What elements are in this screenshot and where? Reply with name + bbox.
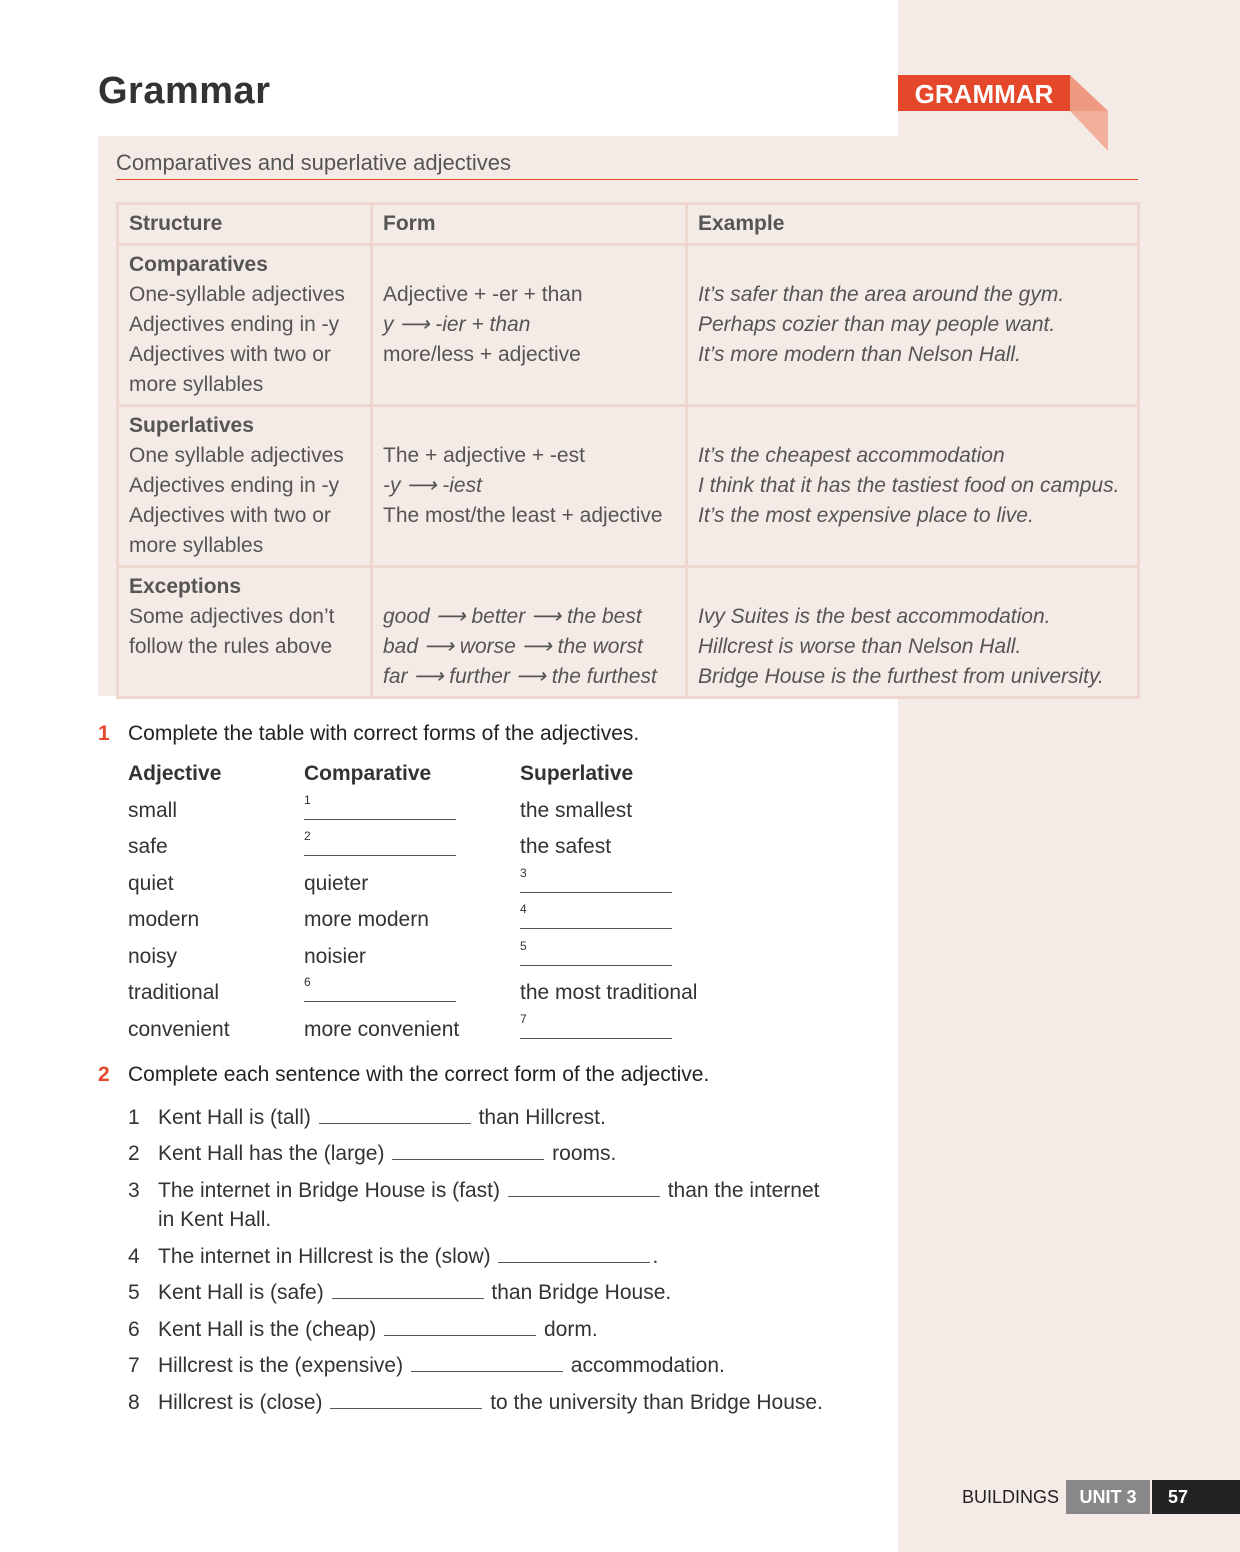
- blank-number: 2: [304, 829, 311, 843]
- sentence-end: to the university than Bridge House.: [490, 1391, 823, 1414]
- structure-cell: [118, 245, 372, 406]
- answer-blank[interactable]: [384, 1317, 536, 1336]
- example-line: I think that it has the tastiest food on campus.: [698, 474, 1120, 497]
- sentence-start: Hillcrest is the (expensive): [158, 1354, 404, 1377]
- blank-number: 6: [304, 975, 311, 989]
- item-number: 1: [128, 1106, 140, 1129]
- table-row: [128, 975, 698, 1011]
- table-row: [128, 1012, 527, 1048]
- list-item: [128, 1280, 671, 1305]
- row-group-label: Comparatives: [129, 253, 268, 276]
- page-footer: [898, 1480, 1240, 1514]
- adjective-cell: traditional: [128, 981, 220, 1004]
- list-item: [128, 1390, 823, 1415]
- sentence-end: accommodation.: [570, 1354, 725, 1377]
- table-row: [128, 939, 527, 975]
- example-cell: [687, 567, 1139, 698]
- sentence-start: The internet in Bridge House is (fast): [158, 1179, 500, 1202]
- answer-blank[interactable]: [520, 902, 672, 929]
- comparative-cell: more modern: [304, 908, 429, 931]
- sentence-end: than Hillcrest.: [478, 1106, 606, 1129]
- sentence-end: .: [652, 1245, 659, 1268]
- sentence-end: dorm.: [543, 1318, 598, 1341]
- row-group-label: Exceptions: [129, 575, 242, 598]
- page-title: Grammar: [98, 70, 271, 112]
- header-adjective: Adjective: [128, 762, 222, 785]
- example-line: Perhaps cozier than may people want.: [698, 313, 1056, 336]
- form-line: good ⟶ better ⟶ the best: [383, 605, 642, 628]
- example-line: It’s the most expensive place to live.: [698, 504, 1034, 527]
- adjective-cell: quiet: [128, 872, 174, 895]
- answer-blank[interactable]: [304, 975, 456, 1002]
- exercise-1-number: 1: [98, 722, 110, 745]
- grammar-table: [116, 202, 1140, 699]
- answer-blank[interactable]: [508, 1178, 660, 1197]
- blank-number: 3: [520, 866, 527, 880]
- answer-blank[interactable]: [411, 1353, 563, 1372]
- form-line: Adjective + -er + than: [383, 283, 583, 306]
- sentence-start: Hillcrest is (close): [158, 1391, 323, 1414]
- structure-line: Some adjectives don’t: [129, 605, 335, 628]
- row-group-label: Superlatives: [129, 414, 254, 437]
- grammar-tag: [898, 75, 1108, 111]
- form-cell: [372, 567, 687, 698]
- structure-cell: [118, 567, 372, 698]
- structure-line: more syllables: [129, 534, 264, 557]
- sentence-start: Kent Hall is (safe): [158, 1281, 324, 1304]
- structure-line: One-syllable adjectives: [129, 283, 345, 306]
- sentence-start: Kent Hall is (tall): [158, 1106, 311, 1129]
- structure-cell: [118, 406, 372, 567]
- answer-blank[interactable]: [498, 1244, 650, 1263]
- answer-blank[interactable]: [304, 793, 456, 820]
- sentence-end: than the internet: [667, 1179, 820, 1202]
- adjective-cell: safe: [128, 835, 168, 858]
- item-number: 2: [128, 1142, 140, 1165]
- structure-line: Adjectives ending in -y: [129, 313, 340, 336]
- table-row: [118, 245, 1139, 406]
- item-number: 4: [128, 1245, 140, 1268]
- exercise-2-number: 2: [98, 1063, 110, 1086]
- answer-blank[interactable]: [520, 1012, 672, 1039]
- example-line: Ivy Suites is the best accommodation.: [698, 605, 1051, 628]
- answer-blank[interactable]: [520, 866, 672, 893]
- structure-line: more syllables: [129, 373, 264, 396]
- comparative-cell: quieter: [304, 872, 369, 895]
- header-example: Example: [687, 204, 1139, 245]
- comparative-cell: noisier: [304, 945, 366, 968]
- heading-divider: [116, 179, 1138, 180]
- form-line: bad ⟶ worse ⟶ the worst: [383, 635, 643, 658]
- grammar-table-header: [118, 204, 1139, 245]
- superlative-cell: the most traditional: [520, 981, 698, 1004]
- blank-number: 7: [520, 1012, 527, 1026]
- exercise-2-instruction: Complete each sentence with the correct form of the adjective.: [128, 1063, 710, 1086]
- list-item: [128, 1141, 616, 1166]
- sentence-start: Kent Hall is the (cheap): [158, 1318, 377, 1341]
- footer-page-number: 57: [1152, 1480, 1240, 1514]
- adjective-cell: small: [128, 799, 178, 822]
- example-line: Hillcrest is worse than Nelson Hall.: [698, 635, 1022, 658]
- form-cell: [372, 406, 687, 567]
- sentence-continuation: in Kent Hall.: [158, 1208, 272, 1231]
- example-line: It’s safer than the area around the gym.: [698, 283, 1065, 306]
- sentence-start: Kent Hall has the (large): [158, 1142, 385, 1165]
- table-row: [128, 866, 527, 902]
- sentence-start: The internet in Hillcrest is the (slow): [158, 1245, 491, 1268]
- blank-number: 5: [520, 939, 527, 953]
- example-line: It’s more modern than Nelson Hall.: [698, 343, 1021, 366]
- form-line: The most/the least + adjective: [383, 504, 663, 527]
- answer-blank[interactable]: [332, 1280, 484, 1299]
- table-row: [118, 567, 1139, 698]
- list-item: [128, 1178, 819, 1203]
- item-number: 6: [128, 1318, 140, 1341]
- header-superlative: Superlative: [520, 762, 634, 785]
- answer-blank[interactable]: [520, 939, 672, 966]
- form-line: -y ⟶ -iest: [383, 474, 482, 497]
- table-row: [128, 902, 527, 938]
- item-number: 7: [128, 1354, 140, 1377]
- example-cell: [687, 245, 1139, 406]
- form-cell: [372, 245, 687, 406]
- grammar-box-heading: Comparatives and superlative adjectives: [116, 150, 511, 175]
- structure-line: Adjectives with two or: [129, 343, 331, 366]
- form-line: more/less + adjective: [383, 343, 581, 366]
- header-form: Form: [372, 204, 687, 245]
- list-item: [128, 1105, 606, 1130]
- answer-blank[interactable]: [330, 1390, 482, 1409]
- sentence-end: than Bridge House.: [491, 1281, 672, 1304]
- table-row: [118, 406, 1139, 567]
- answer-blank[interactable]: [392, 1141, 544, 1160]
- example-cell: [687, 406, 1139, 567]
- answer-blank[interactable]: [319, 1105, 471, 1124]
- item-number: 8: [128, 1391, 140, 1414]
- table-row: [128, 829, 612, 865]
- adjective-cell: noisy: [128, 945, 178, 968]
- tag-label: GRAMMAR: [898, 75, 1070, 111]
- list-item: [128, 1317, 598, 1342]
- form-line: y ⟶ -ier + than: [383, 313, 531, 336]
- form-line: far ⟶ further ⟶ the furthest: [383, 665, 657, 688]
- footer-section: BUILDINGS: [962, 1487, 1060, 1507]
- structure-line: One syllable adjectives: [129, 444, 344, 467]
- header-comparative: Comparative: [304, 762, 432, 785]
- blank-number: 4: [520, 902, 527, 916]
- example-line: Bridge House is the furthest from university.: [698, 665, 1104, 688]
- structure-line: Adjectives ending in -y: [129, 474, 340, 497]
- adjective-cell: modern: [128, 908, 200, 931]
- list-item: [128, 1244, 658, 1269]
- structure-line: follow the rules above: [129, 635, 333, 658]
- footer-unit-badge: UNIT 3: [1066, 1480, 1150, 1514]
- table-row: [128, 793, 633, 829]
- item-number: 3: [128, 1179, 140, 1202]
- adjective-cell: convenient: [128, 1018, 230, 1041]
- sentence-end: rooms.: [552, 1142, 617, 1165]
- list-item: [128, 1353, 725, 1378]
- example-line: It’s the cheapest accommodation: [698, 444, 1005, 467]
- exercise-1-instruction: Complete the table with correct forms of the adjectives.: [128, 722, 640, 745]
- structure-line: Adjectives with two or: [129, 504, 331, 527]
- answer-blank[interactable]: [304, 829, 456, 856]
- superlative-cell: the safest: [520, 835, 612, 858]
- superlative-cell: the smallest: [520, 799, 633, 822]
- form-line: The + adjective + -est: [383, 444, 585, 467]
- item-number: 5: [128, 1281, 140, 1304]
- comparative-cell: more convenient: [304, 1018, 460, 1041]
- header-structure: Structure: [118, 204, 372, 245]
- blank-number: 1: [304, 793, 311, 807]
